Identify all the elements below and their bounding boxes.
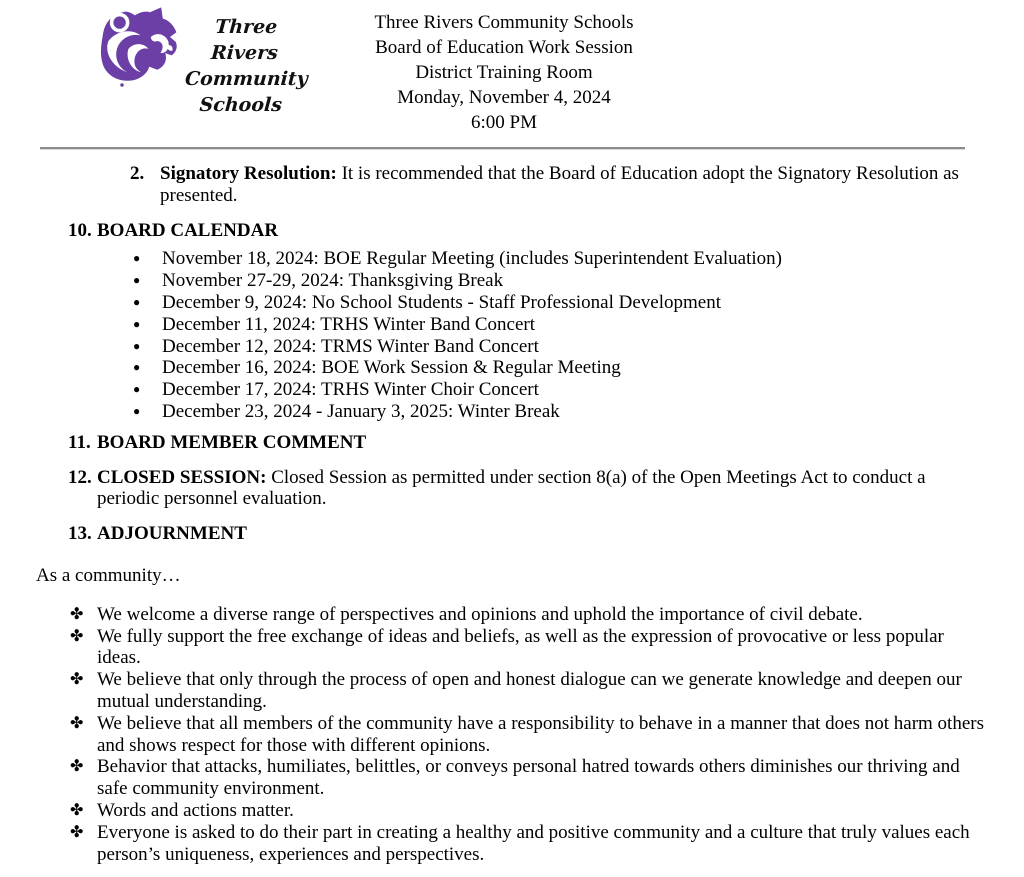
calendar-item: ● December 17, 2024: TRHS Winter Choir Concert [133, 379, 539, 401]
community-value-item: ✤ We welcome a diverse range of perspectives and opinions and uphold the importance of civil debate. [70, 603, 863, 625]
agenda-subitem-2 [130, 163, 1024, 207]
agenda-item-number: 13. [68, 523, 92, 545]
calendar-item: ● December 16, 2024: BOE Work Session & Regular Meeting [133, 357, 621, 379]
bullet-icon: ● [133, 403, 141, 418]
clover-bullet-icon: ✤ [70, 823, 84, 841]
clover-bullet-icon: ✤ [70, 627, 84, 645]
agenda-item-12 [68, 467, 1024, 511]
bullet-icon: ● [133, 316, 141, 331]
calendar-item: ● December 11, 2024: TRHS Winter Band Concert [133, 313, 536, 335]
logo-line-3: Schools [198, 94, 283, 116]
bullet-icon: ● [133, 251, 141, 266]
bullet-icon: ● [133, 294, 141, 309]
agenda-item-number: 10. [68, 219, 92, 241]
agenda-item-title: BOARD MEMBER COMMENT [97, 431, 367, 453]
community-value-item: ✤ Everyone is asked to do their part in creating a healthy and positive community and a culture that truly values each person’s uniqueness, experiences and perspectives. [70, 821, 970, 865]
bullet-icon: ● [133, 382, 141, 397]
header-divider [40, 147, 965, 149]
community-value-item: ✤ We believe that all members of the community have a responsibility to behave in a manner that does not harm others and shows respect for those with different opinions. [70, 712, 984, 756]
agenda-body [0, 163, 1024, 865]
meeting-location: District Training Room [415, 62, 593, 83]
meeting-type: Board of Education Work Session [375, 37, 633, 58]
agenda-item-number: 11. [68, 431, 91, 453]
clover-bullet-icon: ✤ [70, 671, 84, 689]
calendar-item: ● December 23, 2024 - January 3, 2025: Winter Break [133, 400, 560, 422]
clover-bullet-icon: ✤ [70, 605, 84, 623]
agenda-item-13 [68, 523, 1024, 545]
district-name: Three Rivers Community Schools [374, 12, 634, 33]
meeting-title-block [0, 10, 1008, 135]
clover-bullet-icon: ✤ [70, 801, 84, 819]
agenda-item-10 [68, 220, 1024, 242]
meeting-date: Monday, November 4, 2024 [397, 87, 611, 108]
community-value-item: ✤ Words and actions matter. [70, 799, 294, 821]
agenda-subitem-number: 2. [130, 163, 145, 184]
bullet-icon: ● [133, 360, 141, 375]
agenda-item-11 [68, 432, 1024, 454]
bullet-icon: ● [133, 273, 141, 288]
logo-line-1: Three Rivers [210, 16, 279, 64]
agenda-item-title: ADJOURNMENT [97, 523, 247, 545]
community-intro: As a community… [36, 564, 181, 586]
bullet-icon: ● [133, 338, 141, 353]
agenda-subitem-text: Signatory Resolution: It is recommended that the Board of Education adopt the Signatory Resolution as presented. [160, 163, 959, 206]
calendar-item: ● December 9, 2024: No School Students - Staff Professional Development [133, 291, 721, 313]
agenda-item-title: CLOSED SESSION: [97, 466, 267, 488]
meeting-time: 6:00 PM [471, 112, 537, 133]
community-value-item: ✤ We believe that only through the process of open and honest dialogue can we generate knowledge and deepen our mutual understanding. [70, 669, 962, 712]
calendar-item: ● November 27-29, 2024: Thanksgiving Break [133, 270, 504, 292]
community-value-item: ✤ We fully support the free exchange of ideas and beliefs, as well as the expression of provocative or less popular ideas. [70, 625, 944, 669]
document-header [0, 0, 1024, 140]
calendar-item: ● November 18, 2024: BOE Regular Meeting (includes Superintendent Evaluation) [133, 248, 782, 270]
community-value-item: ✤ Behavior that attacks, humiliates, belittles, or conveys personal hatred towards others diminishes our thriving and safe community environment. [70, 756, 960, 800]
clover-bullet-icon: ✤ [70, 714, 84, 732]
community-values-list [70, 604, 1024, 866]
logo-line-2: Community [184, 68, 309, 90]
agenda-item-number: 12. [68, 466, 92, 488]
agenda-item-text: CLOSED SESSION: Closed Session as permitted under section 8(a) of the Open Meetings Act to conduct a periodic personnel evaluation. [97, 466, 926, 510]
agenda-item-title: BOARD CALENDAR [97, 219, 279, 241]
clover-bullet-icon: ✤ [70, 758, 84, 776]
calendar-item: ● December 12, 2024: TRMS Winter Band Concert [133, 335, 539, 357]
agenda-subitem-label: Signatory Resolution: [160, 163, 337, 184]
board-calendar-list [133, 248, 1024, 422]
